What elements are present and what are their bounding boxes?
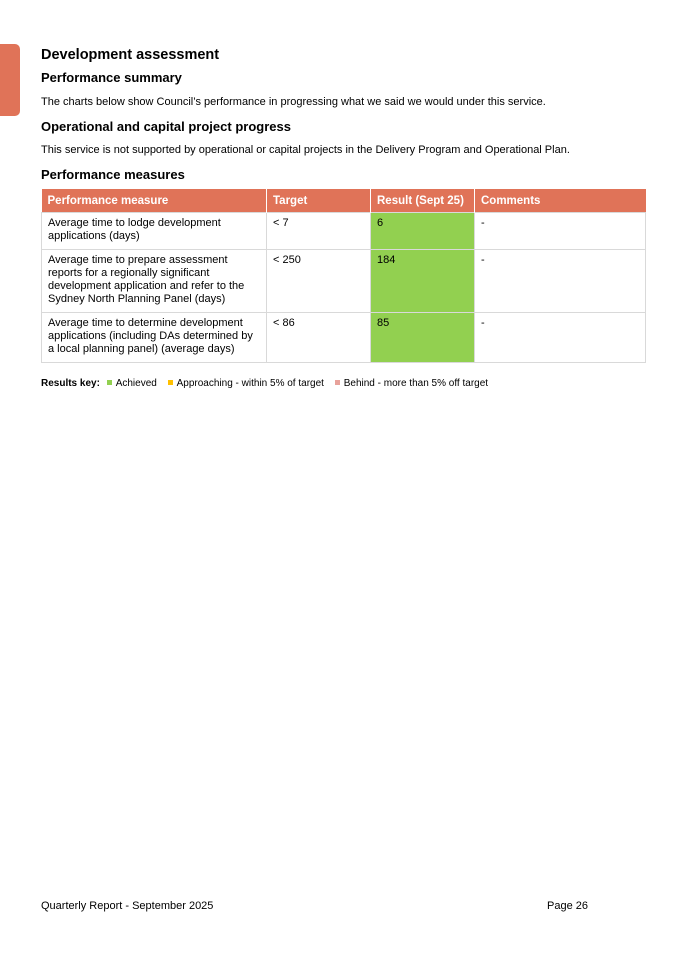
key-item-label: Achieved <box>115 378 157 389</box>
performance-summary-heading: Performance summary <box>41 70 182 85</box>
measure-cell: Average time to lodge development applications (days) <box>42 213 267 250</box>
comments-cell: - <box>475 250 646 313</box>
page-number: Page 26 <box>547 900 588 912</box>
key-item-achieved <box>107 378 160 389</box>
performance-measures-table <box>41 189 646 363</box>
operational-progress-heading: Operational and capital project progress <box>41 119 291 134</box>
table-row <box>42 313 646 363</box>
key-item-label: Behind - more than 5% off target <box>343 378 489 389</box>
page-title: Development assessment <box>41 47 220 63</box>
comments-cell: - <box>475 313 646 363</box>
results-key <box>41 378 645 390</box>
target-cell: < 7 <box>267 213 371 250</box>
result-cell: 85 <box>371 313 475 363</box>
column-header-comments: Comments <box>475 189 646 213</box>
key-item-approaching <box>168 378 327 389</box>
target-cell: < 86 <box>267 313 371 363</box>
column-header-result: Result (Sept 25) <box>371 189 475 213</box>
page-footer <box>41 900 588 913</box>
comments-cell: - <box>475 213 646 250</box>
achieved-swatch-icon <box>107 380 112 385</box>
key-item-label: Approaching - within 5% of target <box>176 378 324 389</box>
behind-swatch-icon <box>335 380 340 385</box>
table-header-row <box>42 189 646 213</box>
page-content <box>41 46 645 390</box>
key-item-behind <box>335 378 488 389</box>
performance-measures-heading: Performance measures <box>41 167 185 182</box>
measure-cell: Average time to prepare assessment reports for a regionally significant development application and refer to the Sydney North Planning Panel (days) <box>42 250 267 313</box>
column-header-target: Target <box>267 189 371 213</box>
measure-cell: Average time to determine development applications (including DAs determined by a local planning panel) (average days) <box>42 313 267 363</box>
result-cell: 6 <box>371 213 475 250</box>
approaching-swatch-icon <box>168 380 173 385</box>
result-cell: 184 <box>371 250 475 313</box>
column-header-measure: Performance measure <box>42 189 267 213</box>
side-tab-marker <box>0 44 20 116</box>
table-row <box>42 213 646 250</box>
target-cell: < 250 <box>267 250 371 313</box>
footer-report-title: Quarterly Report - September 2025 <box>41 900 214 912</box>
performance-summary-text: The charts below show Council’s performance in progressing what we said we would under this service. <box>41 96 546 108</box>
results-key-label: Results key: <box>41 378 100 389</box>
table-row <box>42 250 646 313</box>
operational-progress-text: This service is not supported by operational or capital projects in the Delivery Program and Operational Plan. <box>41 144 570 156</box>
